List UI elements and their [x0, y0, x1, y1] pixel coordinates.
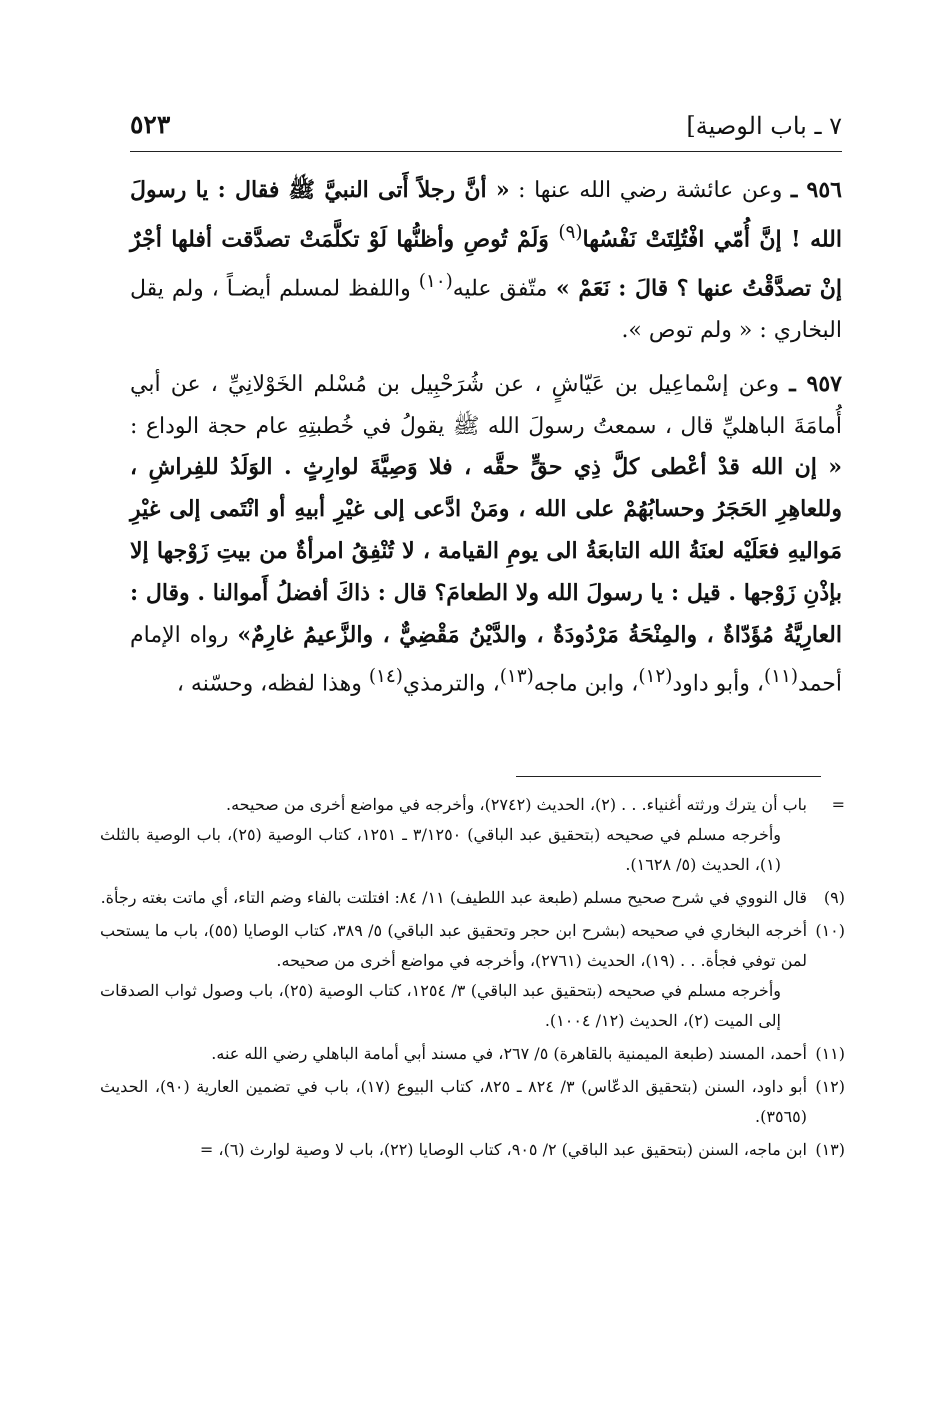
hadith-text: « أنَّ رجلاً أَتى النبيَّ ﷺ فقال : يا رسولَ الله ! إنَّ أُمّي افْتُلِتَتْ نَفْسُها: [130, 177, 842, 253]
footnote-continuation: [100, 790, 845, 880]
source-text: واللفظ لمسلم أيضـاً ، ولم يقل البخاري : « ولم توص ».: [130, 276, 842, 344]
hadith-number: ٩٥٦ ـ: [790, 177, 842, 203]
footnote-text: باب أن يترك ورثته أغنياء. . . (٢)، الحديث (٢٧٤٢)، وأخرجه في مواضع أخرى من صحيحه.: [226, 795, 807, 814]
header-divider: [130, 151, 842, 152]
footnote-text: أخرجه البخاري في صحيحه (بشرح ابن حجر وتحقيق عبد الباقي) ٥/ ٣٨٩، كتاب الوصايا (٥٥)، باب ما يستحب لمن توفي فجأة. . . (١٩)، الحديث (٢٧٦١)، وأخرجه في مواضع أخرى من صحيحه.: [100, 921, 808, 970]
footnote-text: وأخرجه مسلم في صحيحه (بتحقيق عبد الباقي) ٣/١٢٥٠ ـ ١٢٥١، كتاب الوصية (٢٥)، باب الوصية بالثلث (١)، الحديث (٥/ ١٦٢٨).: [100, 825, 782, 874]
narrator-text: وعن عائشة رضي الله عنها :: [509, 178, 791, 203]
footnote-marker: (١١): [815, 1044, 845, 1063]
footnote-text: أبو داود، السنن (بتحقيق الدعّاس) ٣/ ٨٢٤ ـ ٨٢٥، كتاب البيوع (١٧)، باب في تضمين العارية (٩٠)، الحديث (٣٥٦٥).: [100, 1077, 808, 1126]
source-text: ، والترمذي: [402, 671, 500, 697]
footnote-text: قال النووي في شرح صحيح مسلم (طبعة عبد اللطيف) ١١/ ٨٤: افتلتت بالفاء وضم التاء، أي ماتت بغته رجأة.: [100, 888, 807, 907]
hadith-956: [130, 170, 842, 352]
footnote-ref: (١٠): [418, 270, 453, 292]
source-text: رواه الإمام أحمد: [130, 622, 842, 697]
footnote-text: ابن ماجه، السنن (بتحقيق عبد الباقي) ٢/ ٩٠٥، كتاب الوصايا (٢٢)، باب لا وصية لوارث (٦)، =: [199, 1140, 807, 1159]
source-text: ، وأبو داود: [672, 671, 764, 697]
footnote-marker: =: [831, 795, 845, 814]
narrator-text: وعن إسْماعِيل بن عَيّاشٍ ، عن شُرَحْبِيل بن مُسْلم الخَوْلانِيِّ ، عن أبي أُمامَةَ الباهليِّ قال ، سمعتُ رسولَ الله ﷺ يقولُ في خُطبتِهِ عام حجة الوداع :: [130, 371, 842, 439]
page-header: [130, 106, 842, 146]
footnote-text: أحمد، المسند (طبعة الميمنية بالقاهرة) ٥/ ٢٦٧، في مسند أبي أمامة الباهلي رضي الله عنه.: [211, 1044, 807, 1063]
footnotes: [100, 790, 845, 1168]
chapter-title: ٧ ـ باب الوصية]: [686, 112, 842, 140]
main-text: [130, 170, 842, 718]
hadith-text: وَلَمْ تُوصِ وأظنُّها لَوْ تكلَّمَتْ تصدَّقت أفلها أجْرٌ إنْ تصدَّقْتُ عنها ؟ قالَ : نَعَمْ »: [130, 226, 842, 302]
footnote-10: [100, 916, 845, 1036]
footnote-9: [100, 883, 845, 913]
hadith-957: [130, 364, 842, 706]
footnote-marker: (٩): [823, 888, 845, 907]
hadith-number: ٩٥٧ ـ: [789, 370, 842, 397]
footnote-ref: (١٣): [499, 666, 534, 688]
footnote-13: [100, 1135, 845, 1165]
footnote-12: [100, 1072, 845, 1132]
footnote-marker: (١٣): [815, 1140, 845, 1159]
source-text: متّفق عليه: [452, 276, 548, 302]
footnote-ref: (١٢): [638, 666, 673, 688]
footnote-divider: [516, 776, 821, 777]
footnote-ref: (١٤): [368, 666, 403, 688]
page-number: ٥٢٣: [130, 110, 171, 139]
footnote-marker: (١٠): [815, 921, 845, 940]
hadith-text: « إن الله قدْ أعْطى كلَّ ذِي حقٍّ حقَّه ، فلا وَصِيَّةَ لوارِثٍ . الوَلَدُ للفِراشِ ، وللعاهِرِ الحَجَرُ وحسابُهُمْ على الله ، ومَنْ ادَّعى إلى غيْرِ أبيهِ أو انْتَمى إلى غيْرِ مَواليهِ فعَلَيْه لعنَةُ الله التابعَةُ الى يومِ القيامة ، لا تُنْفِقُ امرأةٌ من بيتِ زَوْجها إلا بإذْنِ زَوْجها . قيل : يا رسولَ الله ولا الطعامَ؟ قال : ذاكَ أفضلُ أَموالنا . وقال : العارِيَّةُ مُؤَدّاةٌ ، والمِنْحَةُ مَرْدُودَةٌ ، والدَّيْنُ مَقْضِيٌّ ، والزَّعيمُ غارِمٌ»: [130, 454, 842, 648]
footnote-marker: (١٢): [815, 1077, 845, 1096]
footnote-ref: (١١): [764, 666, 799, 688]
source-text: وهذا لفظه، وحسّنه ،: [176, 671, 369, 697]
footnote-11: [100, 1039, 845, 1069]
footnote-ref: (٩): [558, 221, 583, 243]
source-text: ، وابن ماجه: [533, 671, 639, 697]
footnote-text: وأخرجه مسلم في صحيحه (بتحقيق عبد الباقي) ٣/ ١٢٥٤، كتاب الوصية (٢٥)، باب وصول ثواب الصدقات إلى الميت (٢)، الحديث (١٢/ ١٠٠٤).: [100, 981, 781, 1030]
